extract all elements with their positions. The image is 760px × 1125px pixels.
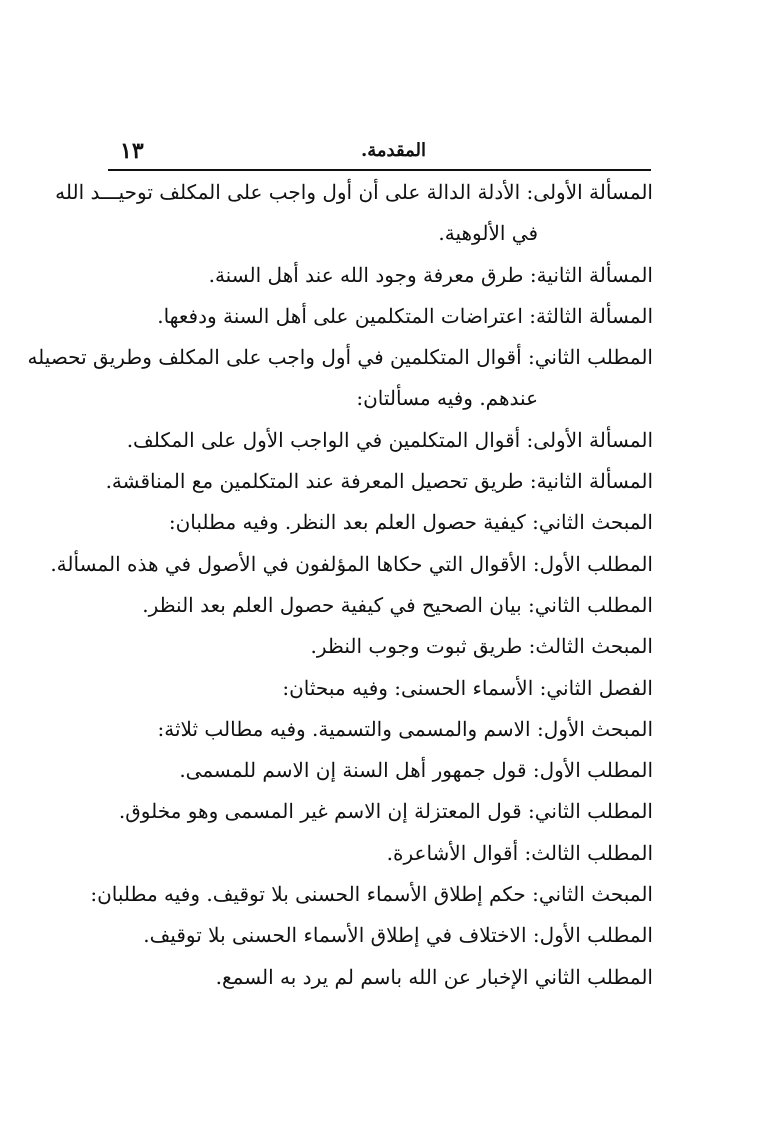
toc-line: المبحث الثاني: كيفية حصول العلم بعد النظر. وفيه مطلبان: — [168, 510, 653, 535]
toc-line: المطلب الثاني: أقوال المتكلمين في أول واجب على المكلف وطريق تحصيله — [27, 345, 653, 370]
toc-line-continuation: في الألوهية. — [438, 221, 538, 246]
header-title: المقدمة. — [360, 140, 426, 161]
toc-line: المسألة الثانية: طرق معرفة وجود الله عند أهل السنة. — [208, 262, 653, 287]
page-number: ١٣ — [120, 138, 144, 164]
toc-line: المبحث الثاني: حكم إطلاق الأسماء الحسنى بلا توقيف. وفيه مطلبان: — [90, 882, 653, 907]
toc-line: المبحث الثالث: طريق ثبوت وجوب النظر. — [310, 634, 653, 659]
toc-line: المطلب الثاني: بيان الصحيح في كيفية حصول العلم بعد النظر. — [142, 592, 653, 617]
toc-line: المطلب الأول: قول جمهور أهل السنة إن الاسم للمسمى. — [179, 758, 653, 783]
toc-line: المطلب الثالث: أقوال الأشاعرة. — [386, 840, 653, 865]
toc-line: المسألة الثالثة: اعتراضات المتكلمين على أهل السنة ودفعها. — [157, 303, 653, 328]
toc-line: المطلب الأول: الاختلاف في إطلاق الأسماء الحسنى بلا توقيف. — [143, 923, 653, 948]
header-rule — [108, 169, 651, 171]
toc-line: المسألة الأولى: أقوال المتكلمين في الواجب الأول على المكلف. — [126, 427, 653, 452]
toc-line: المسألة الثانية: طريق تحصيل المعرفة عند المتكلمين مع المناقشة. — [105, 469, 653, 494]
toc-line: المسألة الأولى: الأدلة الدالة على أن أول واجب على المكلف توحيـــد الله — [55, 180, 653, 204]
toc-line: الفصل الثاني: الأسماء الحسنى: وفيه مبحثان: — [282, 675, 653, 700]
toc-line: المبحث الأول: الاسم والمسمى والتسمية. وفيه مطالب ثلاثة: — [157, 716, 653, 741]
toc-line-continuation: عندهم. وفيه مسألتان: — [356, 386, 538, 411]
toc-line: المطلب الأول: الأقوال التي حكاها المؤلفون في الأصول في هذه المسألة. — [50, 551, 653, 576]
toc-content — [27, 172, 653, 998]
toc-line: المطلب الثاني: قول المعتزلة إن الاسم غير المسمى وهو مخلوق. — [118, 799, 653, 824]
running-header — [108, 138, 651, 168]
toc-line: المطلب الثاني الإخبار عن الله باسم لم يرد به السمع. — [215, 964, 653, 989]
